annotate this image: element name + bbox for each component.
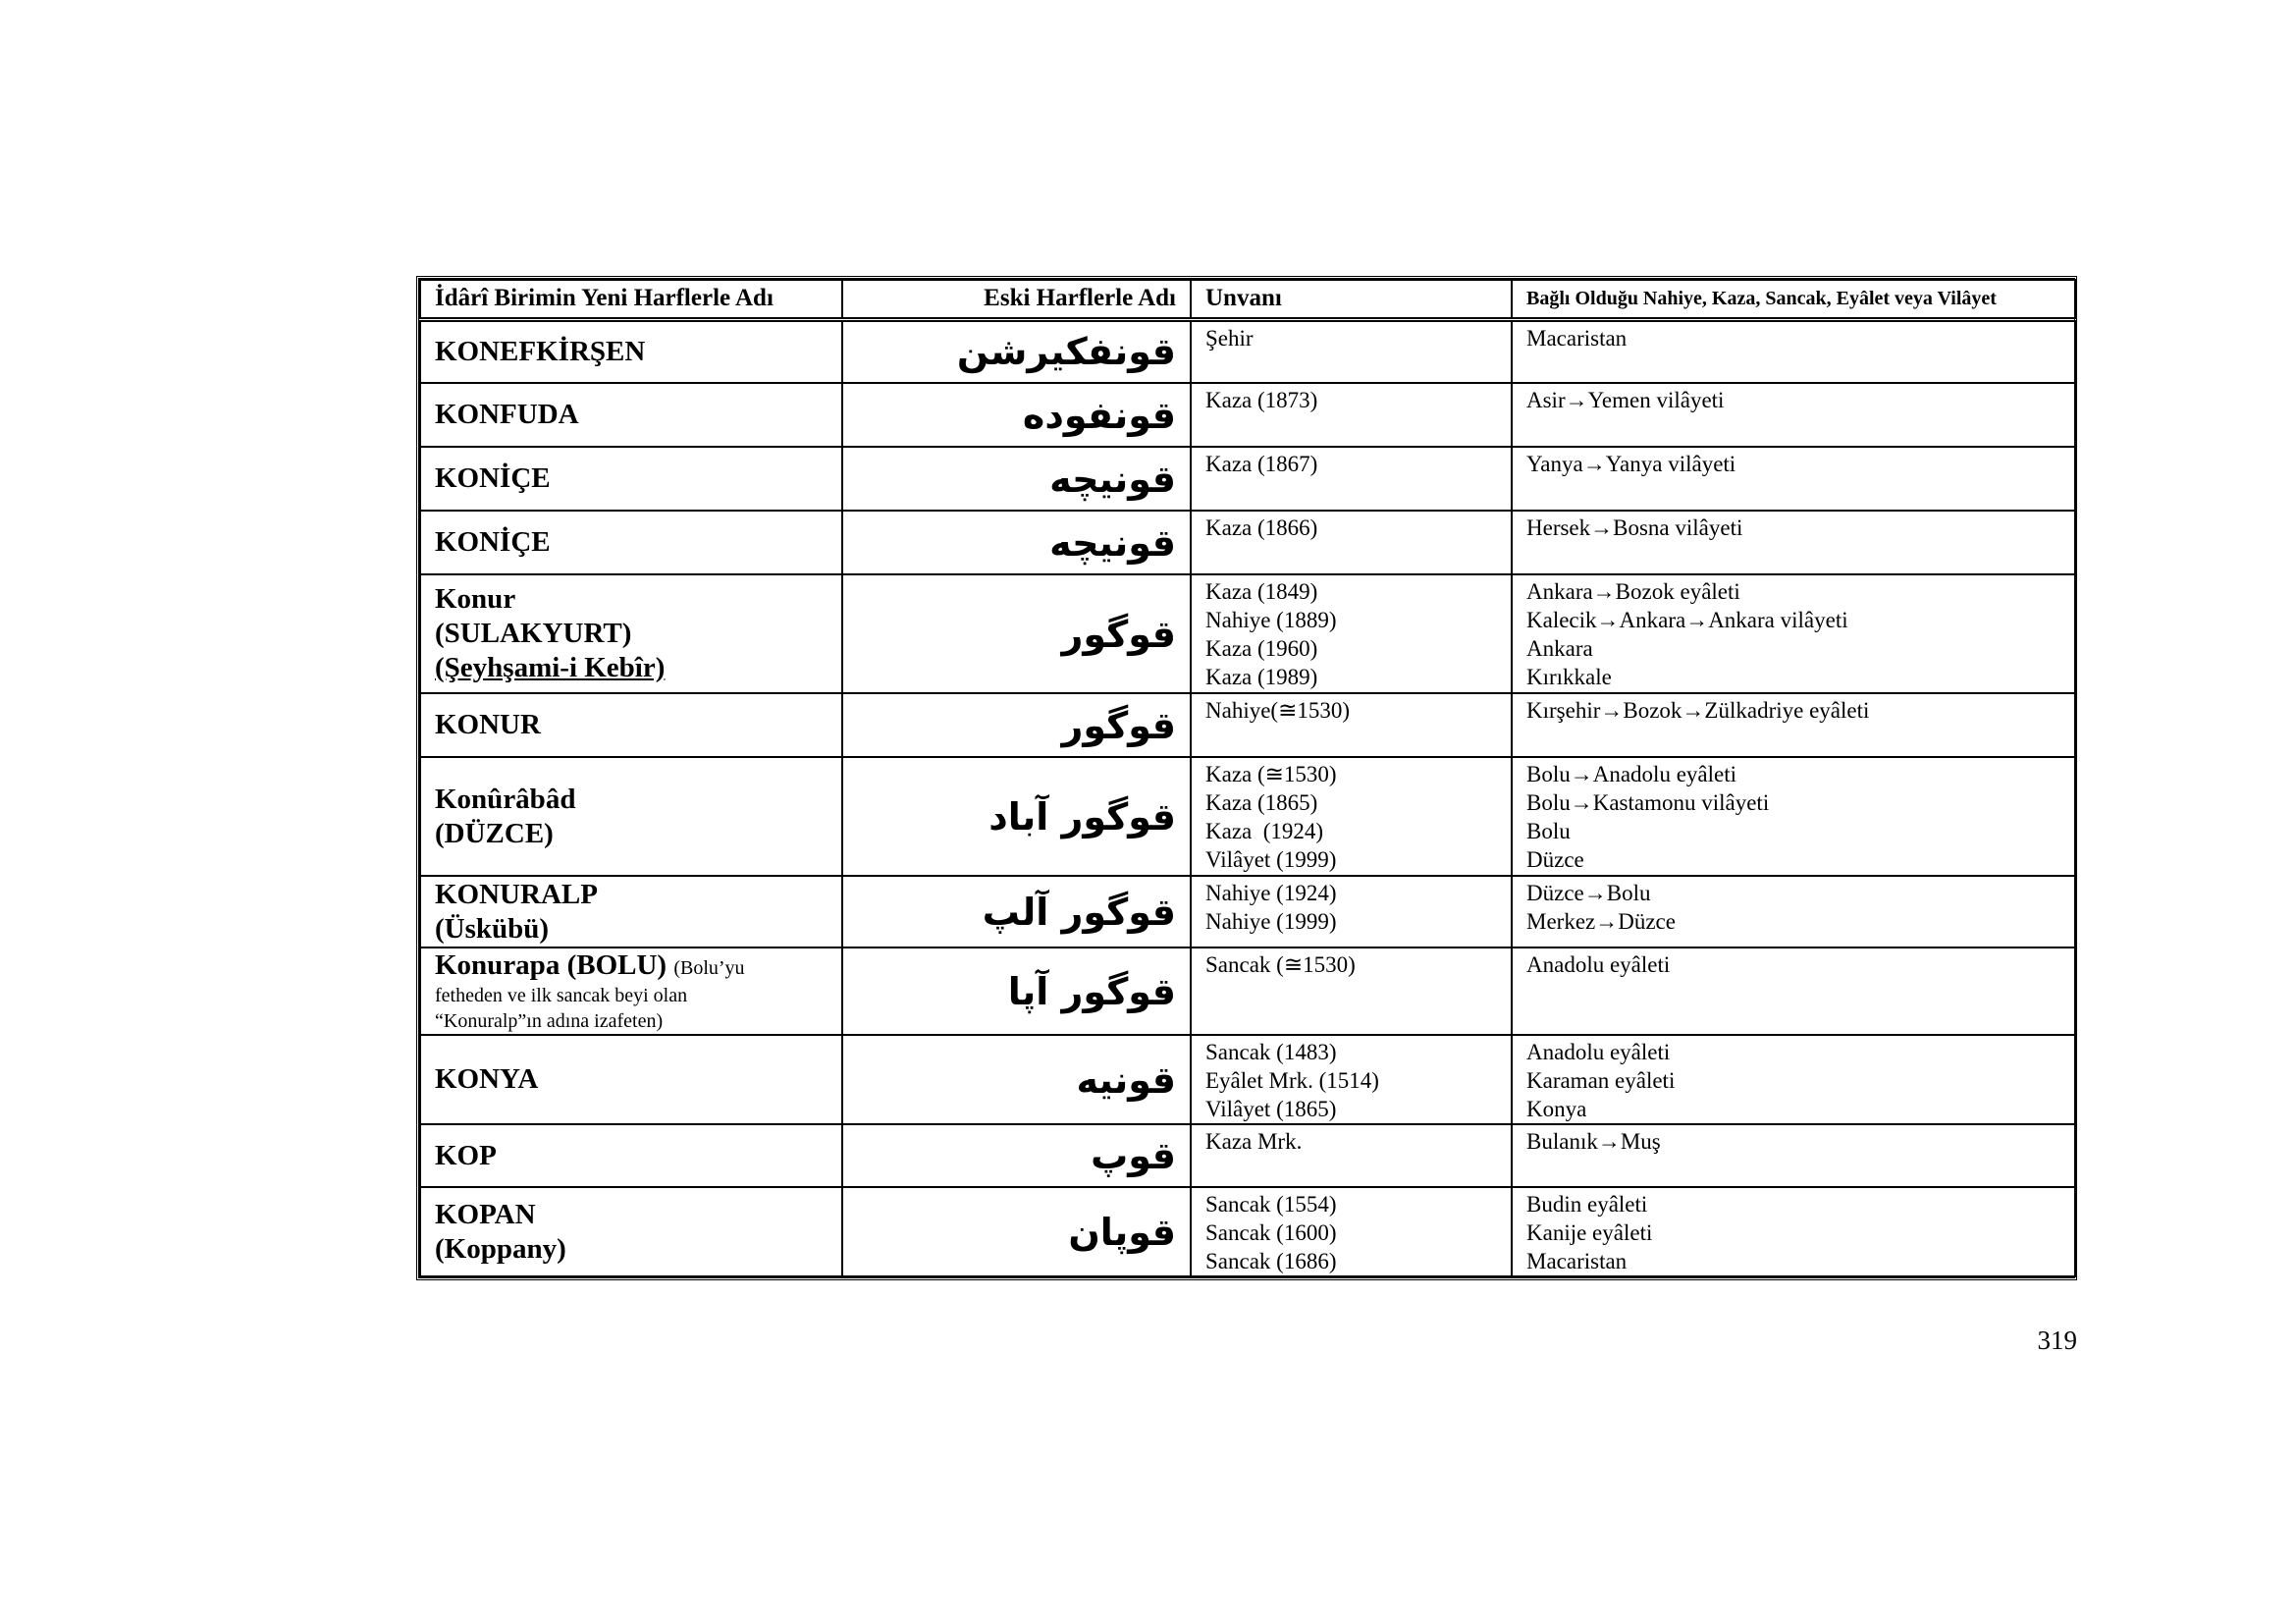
row-name bbox=[420, 319, 842, 383]
affiliation-line: Kırşehir→Bozok→Zülkadriye eyâleti bbox=[1526, 698, 1870, 723]
row-name bbox=[420, 1187, 842, 1276]
name-line: Konûrâbâd bbox=[435, 783, 576, 815]
header-affiliation: Bağlı Olduğu Nahiye, Kaza, Sancak, Eyâlet veya Vilâyet bbox=[1512, 280, 2075, 319]
affiliation-line: Bolu bbox=[1526, 819, 1571, 843]
name-line: (Üskübü) bbox=[435, 912, 550, 945]
row-name bbox=[420, 1035, 842, 1124]
row-affiliation bbox=[1512, 693, 2075, 757]
row-name bbox=[420, 574, 842, 693]
row-title bbox=[1191, 1187, 1512, 1276]
row-affiliation bbox=[1512, 319, 2075, 383]
name-line: KOPAN bbox=[435, 1198, 536, 1230]
row-name bbox=[420, 757, 842, 876]
title-line: Nahiye(≅1530) bbox=[1205, 698, 1351, 723]
name-line: KONFUDA bbox=[435, 399, 579, 430]
row-title bbox=[1191, 574, 1512, 693]
row-old-script: قونفوده bbox=[842, 383, 1191, 447]
table-row bbox=[420, 319, 2075, 383]
title-line: Kaza (1865) bbox=[1205, 790, 1318, 815]
row-name bbox=[420, 947, 842, 1035]
title-line: Nahiye (1999) bbox=[1205, 909, 1337, 934]
affiliation-line: Macaristan bbox=[1526, 325, 1628, 351]
row-title bbox=[1191, 1124, 1512, 1187]
table-row bbox=[420, 693, 2075, 757]
table-row bbox=[420, 947, 2075, 1035]
row-old-script: قوپ bbox=[842, 1124, 1191, 1187]
header-old-script: Eski Harflerle Adı bbox=[842, 280, 1191, 319]
title-line: Vilâyet (1865) bbox=[1205, 1097, 1337, 1121]
affiliation-line: Konya bbox=[1526, 1097, 1587, 1121]
row-affiliation bbox=[1512, 1187, 2075, 1276]
row-old-script: قونيه bbox=[842, 1035, 1191, 1124]
title-line: Sancak (1600) bbox=[1205, 1220, 1337, 1245]
name-line: (DÜZCE) bbox=[435, 817, 554, 849]
row-old-script: قونفكيرشن bbox=[842, 319, 1191, 383]
title-line: Kaza (≅1530) bbox=[1205, 762, 1337, 786]
row-title bbox=[1191, 876, 1512, 947]
affiliation-line: Anadolu eyâleti bbox=[1526, 1040, 1671, 1064]
title-line: Sancak (1483) bbox=[1205, 1040, 1337, 1064]
table-row bbox=[420, 1035, 2075, 1124]
row-title bbox=[1191, 319, 1512, 383]
title-line: Sancak (1554) bbox=[1205, 1192, 1337, 1217]
row-title bbox=[1191, 447, 1512, 511]
title-line: Kaza (1873) bbox=[1205, 388, 1318, 412]
page-number: 319 bbox=[2037, 1326, 2077, 1355]
affiliation-line: Bolu→Kastamonu vilâyeti bbox=[1526, 790, 1770, 815]
affiliation-line: Kalecik→Ankara→Ankara vilâyeti bbox=[1526, 608, 1848, 632]
affiliation-line: Ankara bbox=[1526, 636, 1593, 661]
title-line: Kaza (1989) bbox=[1205, 665, 1318, 689]
row-title bbox=[1191, 947, 1512, 1035]
row-old-script: قونيچه bbox=[842, 447, 1191, 511]
row-affiliation bbox=[1512, 574, 2075, 693]
name-line: KONUR bbox=[435, 709, 541, 740]
table-row bbox=[420, 383, 2075, 447]
row-name bbox=[420, 1124, 842, 1187]
affiliation-line: Düzce→Bolu bbox=[1526, 881, 1651, 905]
table-row bbox=[420, 447, 2075, 511]
row-affiliation bbox=[1512, 447, 2075, 511]
affiliation-line: Merkez→Düzce bbox=[1526, 909, 1676, 934]
header-title: Unvanı bbox=[1191, 280, 1512, 319]
title-line: Kaza (1867) bbox=[1205, 452, 1318, 476]
affiliation-line: Ankara→Bozok eyâleti bbox=[1526, 579, 1740, 604]
affiliation-line: Macaristan bbox=[1526, 1249, 1628, 1273]
header-row bbox=[420, 280, 2075, 319]
title-line: Kaza (1960) bbox=[1205, 636, 1318, 661]
name-line: KONİÇE bbox=[435, 462, 551, 494]
row-old-script: قوگور bbox=[842, 574, 1191, 693]
table-row bbox=[420, 757, 2075, 876]
name-line: KONİÇE bbox=[435, 526, 551, 558]
row-affiliation bbox=[1512, 757, 2075, 876]
affiliation-line: Asir→Yemen vilâyeti bbox=[1526, 388, 1725, 412]
row-title bbox=[1191, 757, 1512, 876]
header-name: İdârî Birimin Yeni Harflerle Adı bbox=[420, 280, 842, 319]
title-line: Kaza Mrk. bbox=[1205, 1129, 1303, 1154]
row-old-script: قوگور bbox=[842, 693, 1191, 757]
name-line: KONURALP bbox=[435, 878, 598, 910]
title-line: Şehir bbox=[1205, 325, 1254, 351]
row-title bbox=[1191, 1035, 1512, 1124]
affiliation-line: Hersek→Bosna vilâyeti bbox=[1526, 515, 1743, 540]
row-title bbox=[1191, 693, 1512, 757]
affiliation-line: Düzce bbox=[1526, 847, 1584, 872]
name-line: KONEFKİRŞEN bbox=[435, 335, 646, 367]
row-title bbox=[1191, 383, 1512, 447]
row-old-script: قوگور آپا bbox=[842, 947, 1191, 1035]
row-affiliation bbox=[1512, 383, 2075, 447]
name-line: KONYA bbox=[435, 1063, 539, 1095]
table-row bbox=[420, 1187, 2075, 1276]
name-line: (SULAKYURT) bbox=[435, 618, 632, 649]
name-line: (Koppany) bbox=[435, 1232, 566, 1265]
name-line: KOP bbox=[435, 1139, 497, 1171]
row-affiliation bbox=[1512, 1035, 2075, 1124]
table-row bbox=[420, 511, 2075, 574]
row-old-script: قوپان bbox=[842, 1187, 1191, 1276]
row-name bbox=[420, 876, 842, 947]
row-old-script: قوگور آلپ bbox=[842, 876, 1191, 947]
table-row bbox=[420, 876, 2075, 947]
title-line: Kaza (1924) bbox=[1205, 819, 1324, 843]
table-row bbox=[420, 1124, 2075, 1187]
name-note: “Konuralp”ın adına izafeten) bbox=[435, 1010, 664, 1032]
name-note: (Bolu’yu bbox=[673, 957, 745, 979]
row-name bbox=[420, 383, 842, 447]
affiliation-line: Kırıkkale bbox=[1526, 665, 1612, 689]
affiliation-line: Budin eyâleti bbox=[1526, 1192, 1648, 1217]
name-line: Konur bbox=[435, 583, 516, 615]
row-old-script: قوگور آباد bbox=[842, 757, 1191, 876]
gazetteer-table bbox=[419, 279, 2076, 1277]
row-affiliation bbox=[1512, 876, 2075, 947]
affiliation-line: Anadolu eyâleti bbox=[1526, 952, 1671, 977]
affiliation-line: Karaman eyâleti bbox=[1526, 1068, 1676, 1093]
title-line: Kaza (1866) bbox=[1205, 515, 1318, 540]
title-line: Eyâlet Mrk. (1514) bbox=[1205, 1068, 1379, 1093]
title-line: Sancak (≅1530) bbox=[1205, 952, 1356, 977]
name-line-underlined: (Şeyhşami-i Kebîr) bbox=[435, 652, 666, 683]
title-line: Nahiye (1889) bbox=[1205, 608, 1337, 632]
row-name bbox=[420, 511, 842, 574]
title-line: Nahiye (1924) bbox=[1205, 881, 1337, 905]
affiliation-line: Kanije eyâleti bbox=[1526, 1220, 1653, 1245]
row-old-script: قونيچه bbox=[842, 511, 1191, 574]
affiliation-line: Bolu→Anadolu eyâleti bbox=[1526, 762, 1736, 786]
name-main: Konurapa (BOLU) bbox=[435, 949, 667, 981]
row-title bbox=[1191, 511, 1512, 574]
row-name bbox=[420, 693, 842, 757]
affiliation-line: Bulanık→Muş bbox=[1526, 1129, 1661, 1154]
title-line: Kaza (1849) bbox=[1205, 579, 1318, 604]
affiliation-line: Yanya→Yanya vilâyeti bbox=[1526, 452, 1736, 476]
name-note: fetheden ve ilk sancak beyi olan bbox=[435, 985, 688, 1006]
title-line: Sancak (1686) bbox=[1205, 1249, 1337, 1273]
gazetteer-table-frame bbox=[416, 276, 2077, 1280]
row-affiliation bbox=[1512, 1124, 2075, 1187]
table-row bbox=[420, 574, 2075, 693]
title-line: Vilâyet (1999) bbox=[1205, 847, 1337, 872]
row-affiliation bbox=[1512, 511, 2075, 574]
row-name bbox=[420, 447, 842, 511]
row-affiliation bbox=[1512, 947, 2075, 1035]
